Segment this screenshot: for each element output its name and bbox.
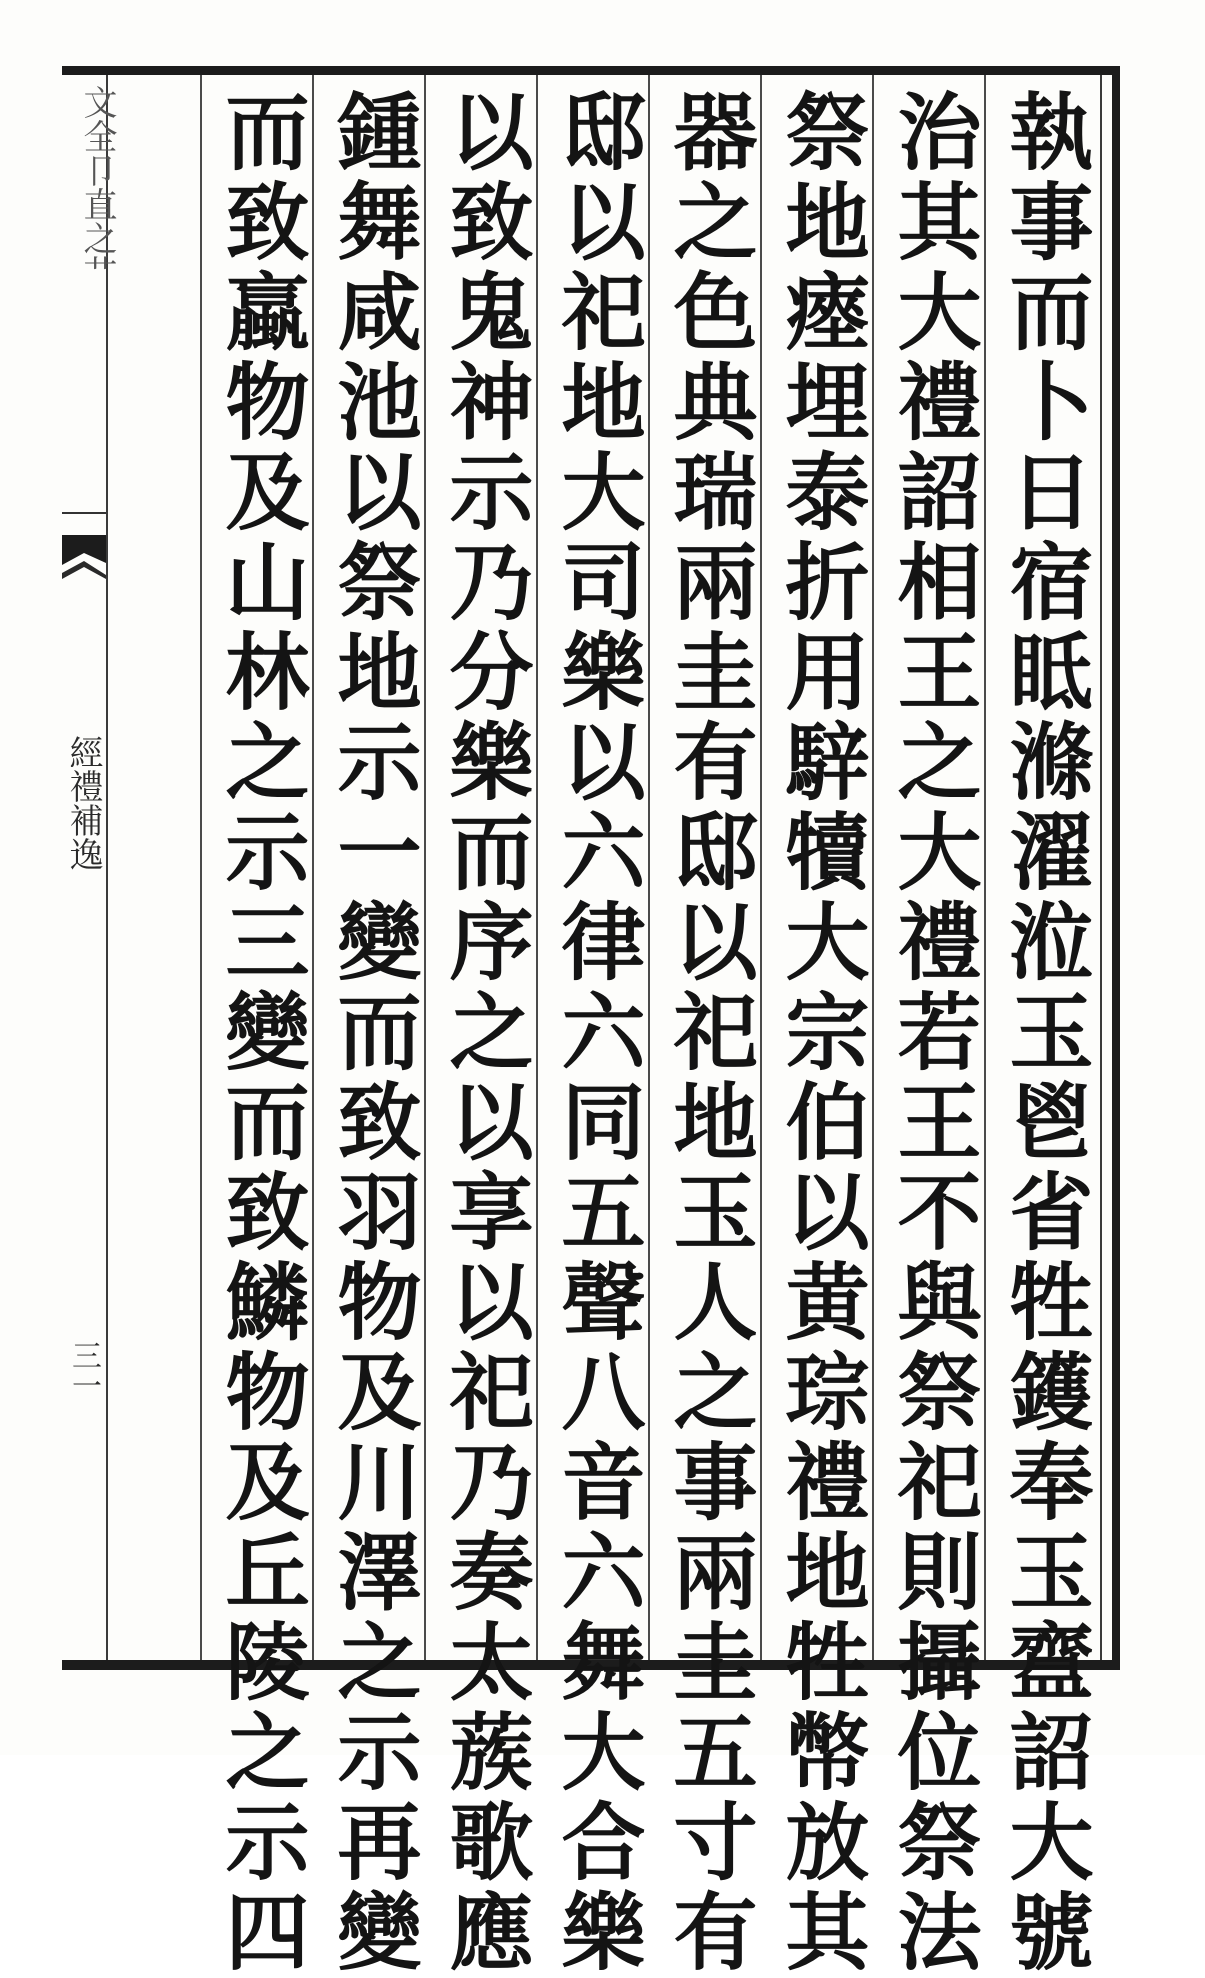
column-rule <box>200 75 202 1660</box>
frame-left-inner-rule <box>106 75 108 1660</box>
frame-right-inner-rule <box>1100 75 1102 1660</box>
text-column-6 <box>430 88 540 1978</box>
text-column-5 <box>542 88 652 1978</box>
text-column-1-text: 執事而卜日宿眡滌濯涖玉鬯省牲鑊奉玉齍詔大號 <box>996 88 1095 1978</box>
text-column-6-text: 以致鬼神示乃分樂而序之以享以祀乃奏太蔟歌應 <box>436 88 535 1978</box>
text-column-8-text: 而致蠃物及山林之示三變而致鱗物及丘陵之示四 <box>212 88 311 1978</box>
text-column-8 <box>206 88 316 1978</box>
text-column-4-text: 器之色典瑞兩圭有邸以祀地玉人之事兩圭五寸有 <box>660 88 759 1978</box>
text-column-2-text: 治其大禮詔相王之大禮若王不與祭祀則攝位祭法 <box>884 88 983 1978</box>
margin-divider-line <box>62 512 106 514</box>
frame-right-border <box>1112 66 1120 1670</box>
text-column-4 <box>654 88 764 1978</box>
text-column-2 <box>878 88 988 1978</box>
margin-page-number-text: 三一 <box>66 1340 101 1400</box>
text-column-3 <box>766 88 876 1978</box>
text-column-5-text: 邸以祀地大司樂以六律六同五聲八音六舞大合樂 <box>548 88 647 1978</box>
text-column-7 <box>318 88 428 1978</box>
text-column-7-text: 鍾舞咸池以祭地示一變而致羽物及川澤之示再變 <box>324 88 423 1978</box>
margin-book-title-text: 經禮補逸 <box>63 735 103 871</box>
frame-top-border <box>62 66 1120 75</box>
text-column-3-text: 祭地瘞埋泰折用騂犢大宗伯以黄琮禮地牲幣放其 <box>772 88 871 1978</box>
text-column-1 <box>990 88 1100 1978</box>
margin-book-title <box>60 735 106 880</box>
margin-header-text: 文全卩直之艹 <box>77 85 117 289</box>
fish-tail-mark-icon <box>62 535 106 595</box>
margin-page-number <box>60 1340 106 1408</box>
margin-header-glyphs <box>64 85 117 311</box>
